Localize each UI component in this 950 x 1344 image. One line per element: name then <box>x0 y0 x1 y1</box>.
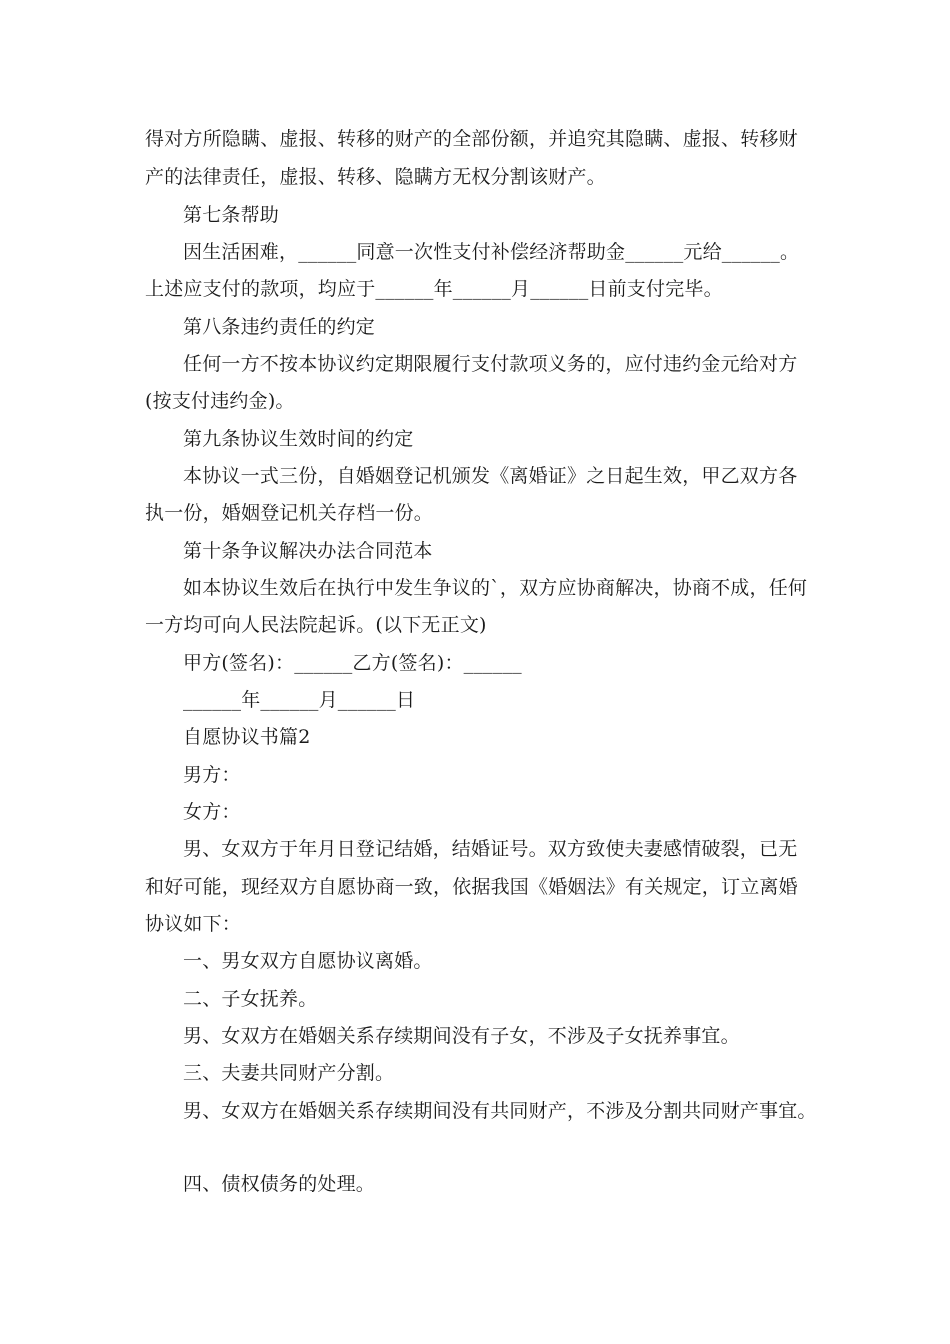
text-line: 一、男女双方自愿协议离婚。 <box>183 950 433 972</box>
text-line: 任何一方不按本协议约定期限履行支付款项义务的，应付违约金元给对方 <box>183 353 798 375</box>
text-line: 男、女双方在婚姻关系存续期间没有共同财产，不涉及分割共同财产事宜。 <box>183 1100 817 1122</box>
section-heading: 第七条帮助 <box>183 204 280 226</box>
text-line: 协议如下： <box>145 913 242 935</box>
section-heading: 第八条违约责任的约定 <box>183 316 376 338</box>
text-line: 男、女双方于年月日登记结婚，结婚证号。双方致使夫妻感情破裂，已无 <box>183 838 798 860</box>
signature-line: 甲方(签名)：______乙方(签名)：______ <box>183 652 522 674</box>
text-line: 女方： <box>183 801 241 823</box>
text-line: 三、夫妻共同财产分割。 <box>183 1062 395 1084</box>
text-line: 本协议一式三份，自婚姻登记机颁发《离婚证》之日起生效，甲乙双方各 <box>183 465 798 487</box>
text-line: 上述应支付的款项，均应于______年______月______日前支付完毕。 <box>145 278 723 300</box>
section-heading: 第九条协议生效时间的约定 <box>183 428 414 450</box>
text-line: 和好可能，现经双方自愿协商一致，依据我国《婚姻法》有关规定，订立离婚 <box>145 876 798 898</box>
text-line: 执一份，婚姻登记机关存档一份。 <box>145 502 434 524</box>
text-line: 男方： <box>183 764 241 786</box>
text-line: 男、女双方在婚姻关系存续期间没有子女，不涉及子女抚养事宜。 <box>183 1025 740 1047</box>
text-line: 四、债权债务的处理。 <box>183 1173 376 1195</box>
text-line: 产的法律责任，虚报、转移、隐瞒方无权分割该财产。 <box>145 166 606 188</box>
section-heading: 第十条争议解决办法合同范本 <box>183 540 433 562</box>
text-line: (按支付违约金)。 <box>145 390 295 412</box>
text-line: 如本协议生效后在执行中发生争议的`，双方应协商解决，协商不成，任何 <box>183 577 808 599</box>
text-line: 一方均可向人民法院起诉。(以下无正文) <box>145 614 487 636</box>
date-line: ______年______月______日 <box>183 689 416 711</box>
text-line: 因生活困难，______同意一次性支付补偿经济帮助金______元给______。 <box>183 241 800 263</box>
document-title: 自愿协议书篇2 <box>183 726 311 748</box>
text-line: 二、子女抚养。 <box>183 988 318 1010</box>
text-line: 得对方所隐瞒、虚报、转移的财产的全部份额，并追究其隐瞒、虚报、转移财 <box>145 128 798 150</box>
